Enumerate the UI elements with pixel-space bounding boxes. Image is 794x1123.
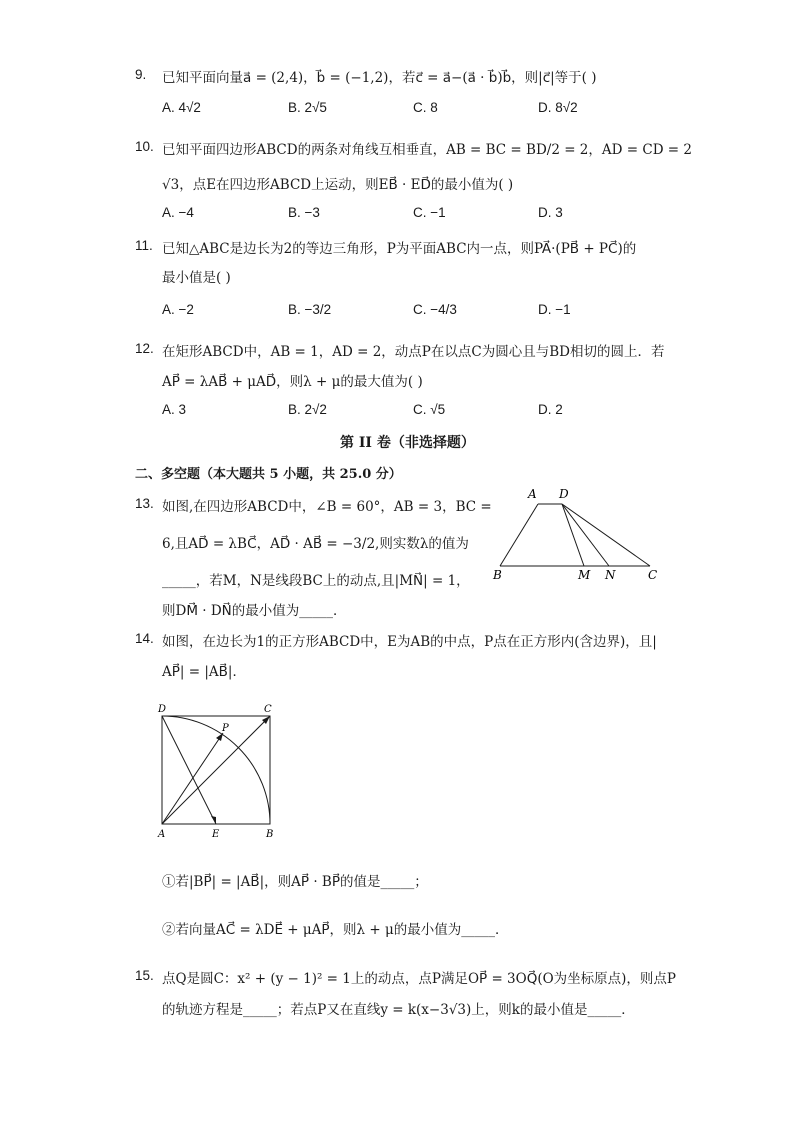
- q12-stem-line1: 在矩形ABCD中，AB = 1，AD = 2，动点P在以点C为圆心且与BD相切的圆上．若: [162, 344, 665, 360]
- q14-figure-label-a: A: [158, 829, 166, 840]
- q14-stem-line1: 如图，在边长为1的正方形ABCD中，E为AB的中点，P点在正方形内(含边界)，且|: [162, 634, 657, 650]
- q10-option-d: D. 3: [538, 205, 563, 220]
- q13-figure-segment-dn: [562, 504, 609, 566]
- part-two-title: 第 II 卷（非选择题）: [340, 435, 475, 451]
- q12-option-d: D. 2: [538, 402, 563, 417]
- q14-number: 14.: [135, 631, 154, 646]
- section-two-heading: 二、多空题（本大题共 5 小题，共 25.0 分）: [135, 467, 402, 482]
- q13-figure-label-a: A: [528, 487, 537, 501]
- q11-option-d: D. −1: [538, 302, 571, 317]
- q14-figure-label-c: C: [264, 704, 272, 715]
- q14-figure-label-p: P: [222, 723, 229, 734]
- q10-stem-line2: √3，点E在四边形ABCD上运动，则EB⃗ · ED⃗的最小值为( ): [162, 177, 514, 193]
- q13-stem-line3: _____，若M，N是线段BC上的动点,且|MN⃗| = 1，: [162, 573, 470, 589]
- q14-figure-segment-ap: [162, 733, 223, 824]
- q10-option-c: C. −1: [413, 205, 446, 220]
- q10-option-a: A. −4: [162, 205, 194, 220]
- q11-option-a: A. −2: [162, 302, 194, 317]
- q13-figure-segment-ab: [500, 504, 538, 566]
- q9-option-c: C. 8: [413, 100, 438, 115]
- q13-figure-label-b: B: [493, 568, 502, 582]
- q15-number: 15.: [135, 968, 154, 983]
- q13-figure-segment-dc: [562, 504, 650, 566]
- q11-option-c: C. −4/3: [413, 302, 457, 317]
- q14-subquestion-2: ②若向量AC⃗ = λDE⃗ + μAP⃗，则λ + μ的最小值为_____．: [162, 922, 509, 938]
- q13-stem-line4: 则DM⃗ · DN⃗的最小值为_____．: [162, 603, 347, 619]
- q14-subquestion-1: ①若|BP⃗| = |AB⃗|，则AP⃗ · BP⃗的值是_____；: [162, 874, 428, 890]
- q14-figure-label-e: E: [212, 829, 220, 840]
- q10-number: 10.: [135, 139, 154, 154]
- q13-figure: [488, 484, 668, 584]
- q13-figure-label-d: D: [559, 487, 569, 501]
- q11-option-b: B. −3/2: [288, 302, 332, 317]
- q9-option-d: D. 8√2: [538, 100, 578, 115]
- q11-stem-line2: 最小值是( ): [162, 270, 231, 286]
- q9-option-b: B. 2√5: [288, 100, 327, 115]
- q12-option-a: A. 3: [162, 402, 187, 417]
- q13-figure-segment-dm: [562, 504, 584, 566]
- q12-stem-line2: AP⃗ = λAB⃗ + μAD⃗，则λ + μ的最大值为( ): [162, 374, 423, 390]
- q12-number: 12.: [135, 341, 154, 356]
- q9-number: 9.: [135, 67, 147, 82]
- q15-stem-line2: 的轨迹方程是_____；若点P又在直线y = k(x−3√3)上，则k的最小值是_____．: [162, 1002, 635, 1018]
- q13-stem-line2: 6,且AD⃗ = λBC⃗，AD⃗ · AB⃗ = −3/2,则实数λ的值为: [162, 536, 469, 552]
- q10-stem-line1: 已知平面四边形ABCD的两条对角线互相垂直，AB = BC = BD/2 = 2，AD = CD = 2: [162, 142, 692, 158]
- q13-number: 13.: [135, 496, 154, 511]
- q14-figure-arrowhead-de: [211, 816, 216, 824]
- q11-number: 11.: [135, 238, 153, 253]
- q13-figure-label-n: N: [605, 568, 616, 582]
- q14-stem-line2: AP⃗| = |AB⃗|．: [162, 664, 246, 680]
- q9-stem: 已知平面向量a⃗ = (2,4)，b⃗ = (−1,2)，若c⃗ = a⃗−(a⃗ · b⃗)b⃗，则|c⃗|等于( ): [162, 70, 597, 86]
- q11-stem-line1: 已知△ABC是边长为2的等边三角形，P为平面ABC内一点，则PA⃗·(PB⃗ + PC⃗)的: [162, 241, 637, 257]
- q14-figure-diagonal-ac: [162, 716, 270, 824]
- q10-option-b: B. −3: [288, 205, 320, 220]
- q12-option-b: B. 2√2: [288, 402, 327, 417]
- q14-figure-label-d: D: [158, 704, 167, 715]
- q13-stem-line1: 如图,在四边形ABCD中，∠B = 60°，AB = 3，BC =: [162, 499, 492, 515]
- q14-figure-label-b: B: [266, 829, 274, 840]
- q9-option-a: A. 4√2: [162, 100, 201, 115]
- q13-figure-label-m: M: [578, 568, 591, 582]
- q12-option-c: C. √5: [413, 402, 446, 417]
- q14-figure: [154, 700, 284, 842]
- q15-stem-line1: 点Q是圆C：x² + (y − 1)² = 1上的动点，点P满足OP⃗ = 3OQ⃗(O为坐标原点)，则点P: [162, 971, 677, 987]
- q13-figure-label-c: C: [648, 568, 658, 582]
- q14-figure-arrowhead-ap: [216, 733, 223, 741]
- q14-figure-segment-de: [162, 716, 216, 824]
